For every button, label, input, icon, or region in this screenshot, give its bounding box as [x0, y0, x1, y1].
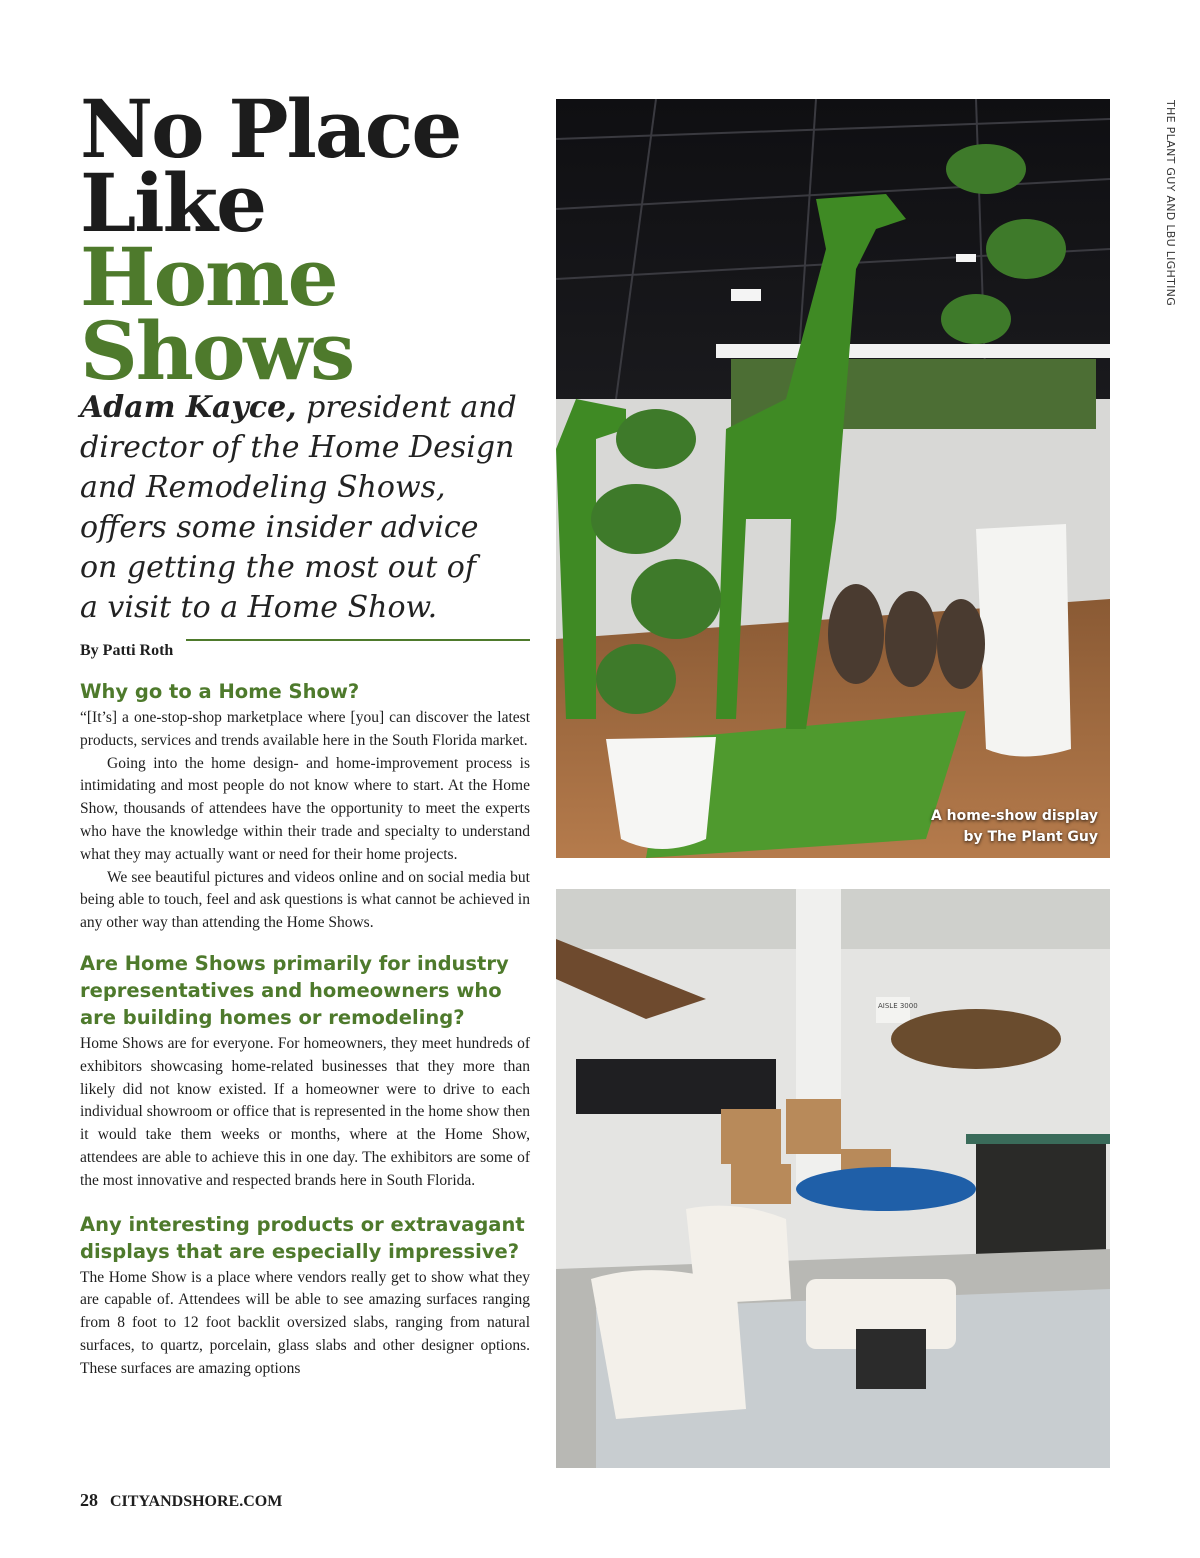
deck-line: offers some insider advice: [80, 510, 479, 545]
question-heading: Any interesting products or extravagant displays that are especially impressive?: [80, 1212, 525, 1263]
body-paragraph: Home Shows are for everyone. For homeowners, they meet hundreds of exhibitors showcasing home-related businesses that they more than likely did not know existed. If a homeowner were to drive to each individual showroom or office that is represented in the home show then it would take them weeks or months, where at the Home Show, attendees are able to achieve this in one day. The exhibitors are some of the most innovative and respected brands here in South Florida.: [80, 1034, 530, 1189]
byline: By Patti Roth: [80, 642, 174, 659]
headline: [80, 82, 461, 398]
deck-line: president and: [296, 390, 517, 425]
deck-line: on getting the most out of: [80, 550, 476, 585]
section-gap: [80, 935, 530, 950]
footer-website: CITYANDSHORE.COM: [110, 1493, 283, 1510]
deck-line: and Remodeling Shows,: [80, 470, 446, 505]
page-footer: [80, 1490, 282, 1511]
body-paragraph: We see beautiful pictures and videos online and on social media but being able to touch, feel and ask questions is what cannot be achieved in any other way than attending the Home Shows.: [80, 868, 530, 932]
body-paragraph: The Home Show is a place where vendors really get to show what they are capable of. Attendees will be able to see amazing surfaces ranging from 8 foot to 12 foot backlit oversized slabs, ranging from natural surfaces, to quartz, porcelain, glass slabs and other designer options. These surfaces are amazing options: [80, 1268, 530, 1377]
side-credit-text: THE PLANT GUY AND LBU LIGHTING: [1164, 100, 1177, 307]
question-heading: Why go to a Home Show?: [80, 680, 360, 703]
section-gap: [80, 1193, 530, 1211]
question-heading: Are Home Shows primarily for industry representatives and homeowners who are building homes or remodeling?: [80, 951, 509, 1029]
caption-line: A home-show display: [930, 808, 1098, 824]
deck-line: a visit to a Home Show.: [80, 590, 438, 625]
photo-show-floor: [556, 889, 1110, 1468]
deck-line: director of the Home Design: [80, 430, 515, 465]
body-paragraph: “[It’s] a one-stop-shop marketplace where [you] can discover the latest products, services and trends available here in the South Florida market.: [80, 709, 530, 749]
headline-line-1: No Place: [80, 82, 461, 176]
photo-caption: [931, 806, 1098, 848]
body-paragraph: Going into the home design- and home-improvement process is intimidating and most people do not know where to start. At the Home Show, thousands of attendees have the opportunity to meet the experts who have the knowledge within their trade and specialty to understand what they may actually want or need for their home projects.: [80, 754, 530, 863]
side-credit: [1163, 100, 1177, 320]
deck-name: Adam Kayce,: [80, 390, 297, 425]
show-floor-image: [556, 889, 1110, 1468]
headline-line-3: Home: [80, 230, 337, 324]
article-body: [80, 678, 530, 1381]
aisle-sign: AISLE 3000: [878, 1002, 918, 1010]
photo-plant-display: [556, 99, 1110, 858]
headline-line-4: Shows: [80, 304, 354, 398]
deck-subhead: [80, 388, 540, 628]
byline-rule: [186, 639, 530, 641]
headline-line-2: Like: [80, 156, 265, 250]
caption-line: by The Plant Guy: [963, 829, 1098, 845]
plant-display-image: [556, 99, 1110, 858]
page-number: 28: [80, 1490, 98, 1510]
